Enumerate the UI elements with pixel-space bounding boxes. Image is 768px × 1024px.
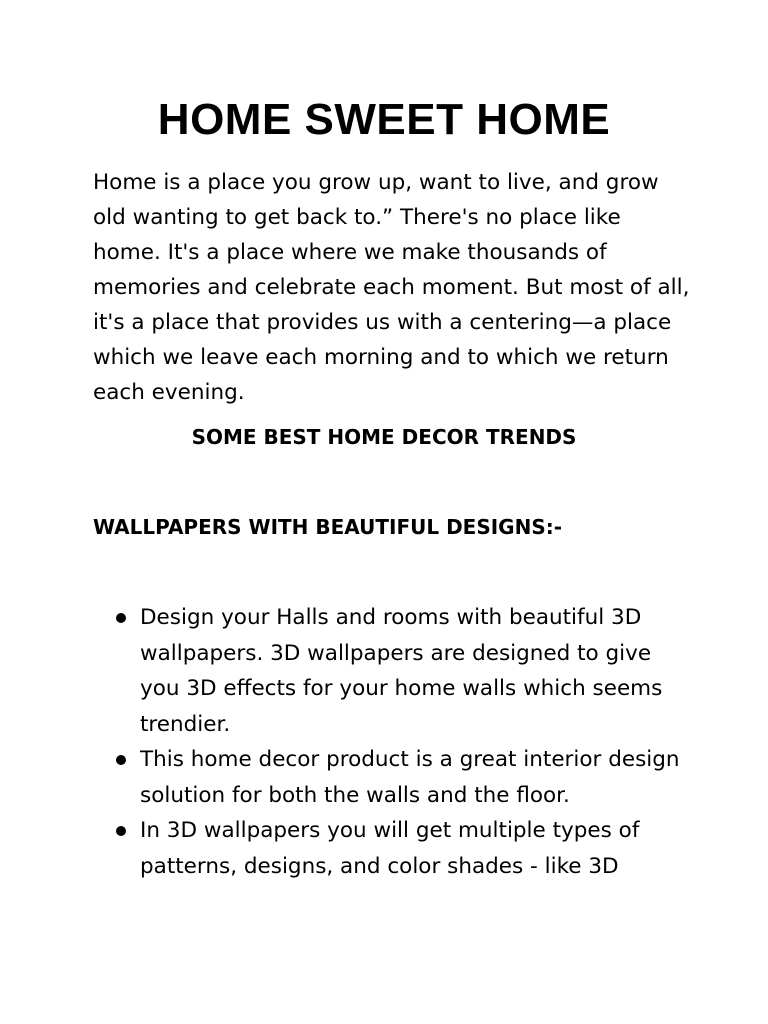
document-title: HOME SWEET HOME	[157, 95, 611, 144]
list-item-text: In 3D wallpapers you will get multiple types of patterns, designs, and color shades - like 3D	[140, 818, 640, 879]
bullet-dot-icon	[116, 613, 126, 623]
wallpaper-bullet-list	[93, 600, 693, 884]
list-item-text: This home decor product is a great interior design solution for both the walls and the floor.	[140, 747, 680, 808]
intro-paragraph: Home is a place you grow up, want to live, and grow old wanting to get back to.” There's no place like home. It's a place where we make thousands of memories and celebrate each moment. But most of all, it's a place that provides us with a centering—a place which we leave each morning and to which we return each evening.	[93, 170, 690, 405]
list-item	[93, 600, 693, 742]
list-item	[93, 742, 693, 813]
trends-subheading: SOME BEST HOME DECOR TRENDS	[191, 425, 577, 449]
list-item	[93, 813, 693, 884]
bullet-dot-icon	[116, 755, 126, 765]
bullet-dot-icon	[116, 826, 126, 836]
list-item-text: Design your Halls and rooms with beautiful 3D wallpapers. 3D wallpapers are designed to give you 3D effects for your home walls which seems trendier.	[140, 605, 663, 737]
wallpapers-section-heading: WALLPAPERS WITH BEAUTIFUL DESIGNS:-	[93, 515, 563, 539]
